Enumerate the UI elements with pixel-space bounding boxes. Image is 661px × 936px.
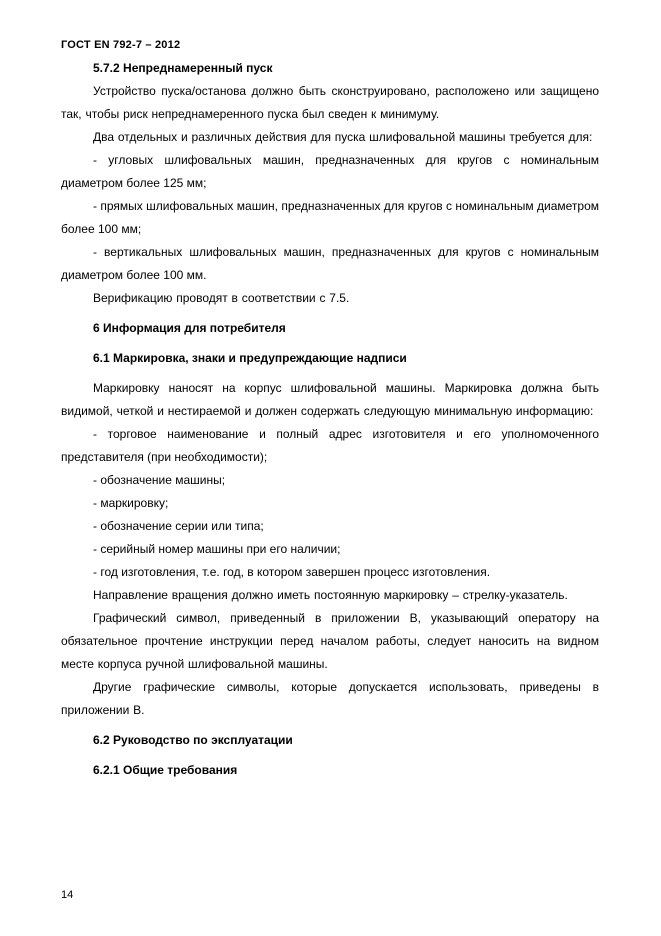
list-item: - прямых шлифовальных машин, предназначенных для кругов с номинальным диаметром более 100 мм; [61,199,599,236]
paragraph: Другие графические символы, которые допускается использовать, приведены в приложении В. [61,680,599,717]
section-6-2-heading: 6.2 Руководство по эксплуатации [93,733,293,747]
paragraph: Маркировку наносят на корпус шлифовальной машины. Маркировка должна быть видимой, четкой и нестираемой и должен содержать следующую минимальную информацию: [61,381,599,418]
page-number: 14 [61,889,74,901]
paragraph: Графический символ, приведенный в приложении В, указывающий оператору на обязательное прочтение инструкции перед началом работы, следует наносить на видном месте корпуса ручной шлифовальной машины. [61,611,599,671]
list-item: - угловых шлифовальных машин, предназначенных для кругов с номинальным диаметром более 125 мм; [61,153,599,190]
section-6-1-heading: 6.1 Маркировка, знаки и предупреждающие надписи [93,351,407,365]
section-6-2-1-heading: 6.2.1 Общие требования [93,763,238,777]
paragraph: Направление вращения должно иметь постоянную маркировку – стрелку-указатель. [93,588,568,602]
section-6-heading: 6 Информация для потребителя [93,321,286,335]
document-header: ГОСТ EN 792-7 – 2012 [61,39,181,51]
list-item: - маркировку; [93,496,169,510]
list-item: - обозначение машины; [93,473,226,487]
list-item: - год изготовления, т.е. год, в котором завершен процесс изготовления. [93,565,491,579]
paragraph: Верификацию проводят в соответствии с 7.5. [93,291,350,305]
list-item: - торговое наименование и полный адрес изготовителя и его уполномоченного представителя (при необходимости); [61,427,599,464]
paragraph: Устройство пуска/останова должно быть сконструировано, расположено или защищено так, чтобы риск непреднамеренного пуска был сведен к минимуму. [61,84,599,121]
list-item: - обозначение серии или типа; [93,519,264,533]
page-content [61,57,599,782]
paragraph: Два отдельных и различных действия для пуска шлифовальной машины требуется для: [93,130,593,144]
list-item: - серийный номер машины при его наличии; [93,542,341,556]
list-item: - вертикальных шлифовальных машин, предназначенных для кругов с номинальным диаметром более 100 мм. [61,245,599,282]
section-5-7-2-heading: 5.7.2 Непреднамеренный пуск [93,61,273,75]
